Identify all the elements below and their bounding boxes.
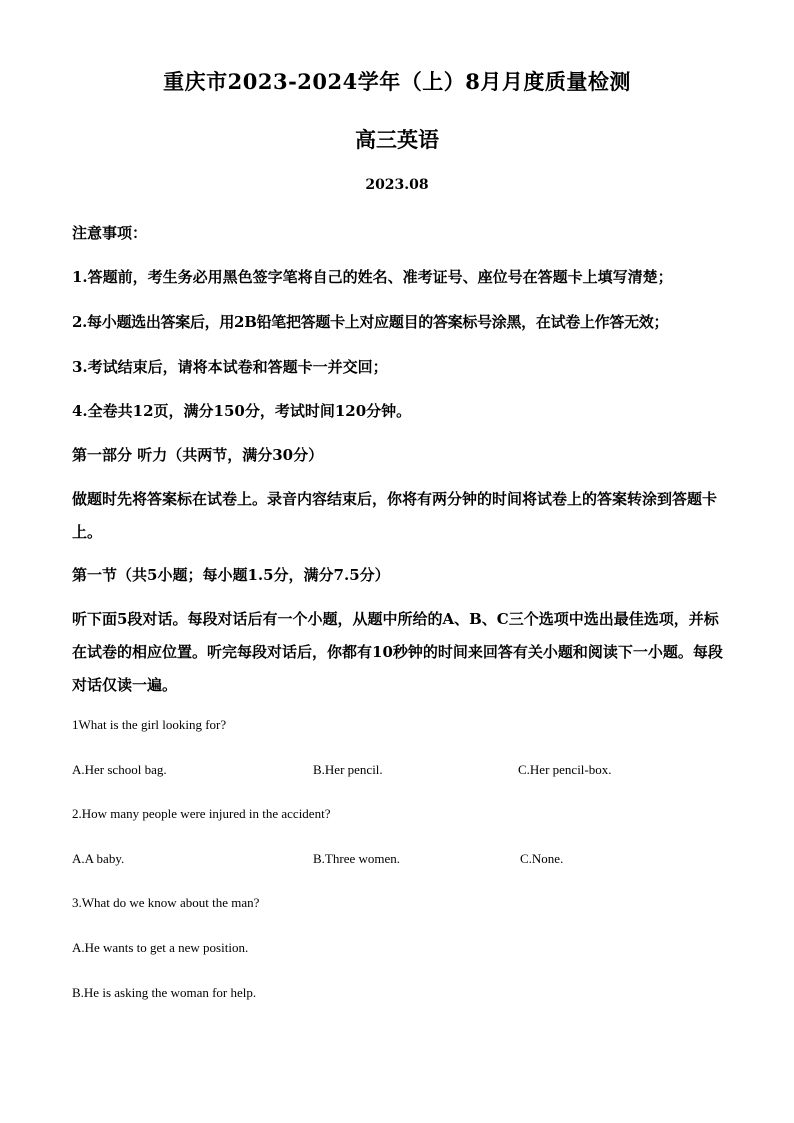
notice-item-2: 2.每小题选出答案后，用2B铅笔把答题卡上对应题目的答案标号涂黑，在试卷上作答无效； <box>72 313 669 331</box>
part1-heading: 第一部分 听力（共两节，满分30分） <box>72 446 324 464</box>
question-1-option-c: C.Her pencil-box. <box>518 762 612 777</box>
question-3-stem: 3.What do we know about the man? <box>72 895 260 910</box>
exam-date: 2023.08 <box>365 177 429 193</box>
exam-title: 重庆市2023-2024学年（上）8月月度质量检测 <box>163 69 631 94</box>
question-3-option-b: B.He is asking the woman for help. <box>72 985 257 1000</box>
part1-instruction: 做题时先将答案标在试卷上。录音内容结束后，你将有两分钟的时间将试卷上的答案转涂到答题卡上。 <box>72 490 718 541</box>
question-3-option-a: A.He wants to get a new position. <box>72 940 249 955</box>
question-2-option-b: B.Three women. <box>313 851 401 866</box>
question-1-option-a: A.Her school bag. <box>72 762 167 777</box>
exam-subject: 高三英语 <box>355 127 439 152</box>
section1-heading: 第一节（共5小题；每小题1.5分，满分7.5分） <box>72 566 390 584</box>
notice-heading: 注意事项： <box>72 224 148 242</box>
question-2-stem: 2.How many people were injured in the accident? <box>72 806 331 821</box>
question-2-option-c: C.None. <box>520 851 564 866</box>
notice-item-4: 4.全卷共12页，满分150分，考试时间120分钟。 <box>72 402 412 420</box>
question-1-option-b: B.Her pencil. <box>313 762 383 777</box>
notice-item-3: 3.考试结束后，请将本试卷和答题卡一并交回； <box>72 358 388 376</box>
question-2-option-a: A.A baby. <box>72 851 125 866</box>
notice-item-1: 1.答题前，考生务必用黑色签字笔将自己的姓名、准考证号、座位号在答题卡上填写清楚； <box>72 268 673 286</box>
section1-instruction: 听下面5段对话。每段对话后有一个小题，从题中所给的A、B、C三个选项中选出最佳选项，并标在试卷的相应位置。听完每段对话后，你都有10秒钟的时间来回答有关小题和阅读下一小题。每段对话仅读一遍。 <box>72 610 723 694</box>
question-1-stem: 1What is the girl looking for? <box>72 717 227 732</box>
